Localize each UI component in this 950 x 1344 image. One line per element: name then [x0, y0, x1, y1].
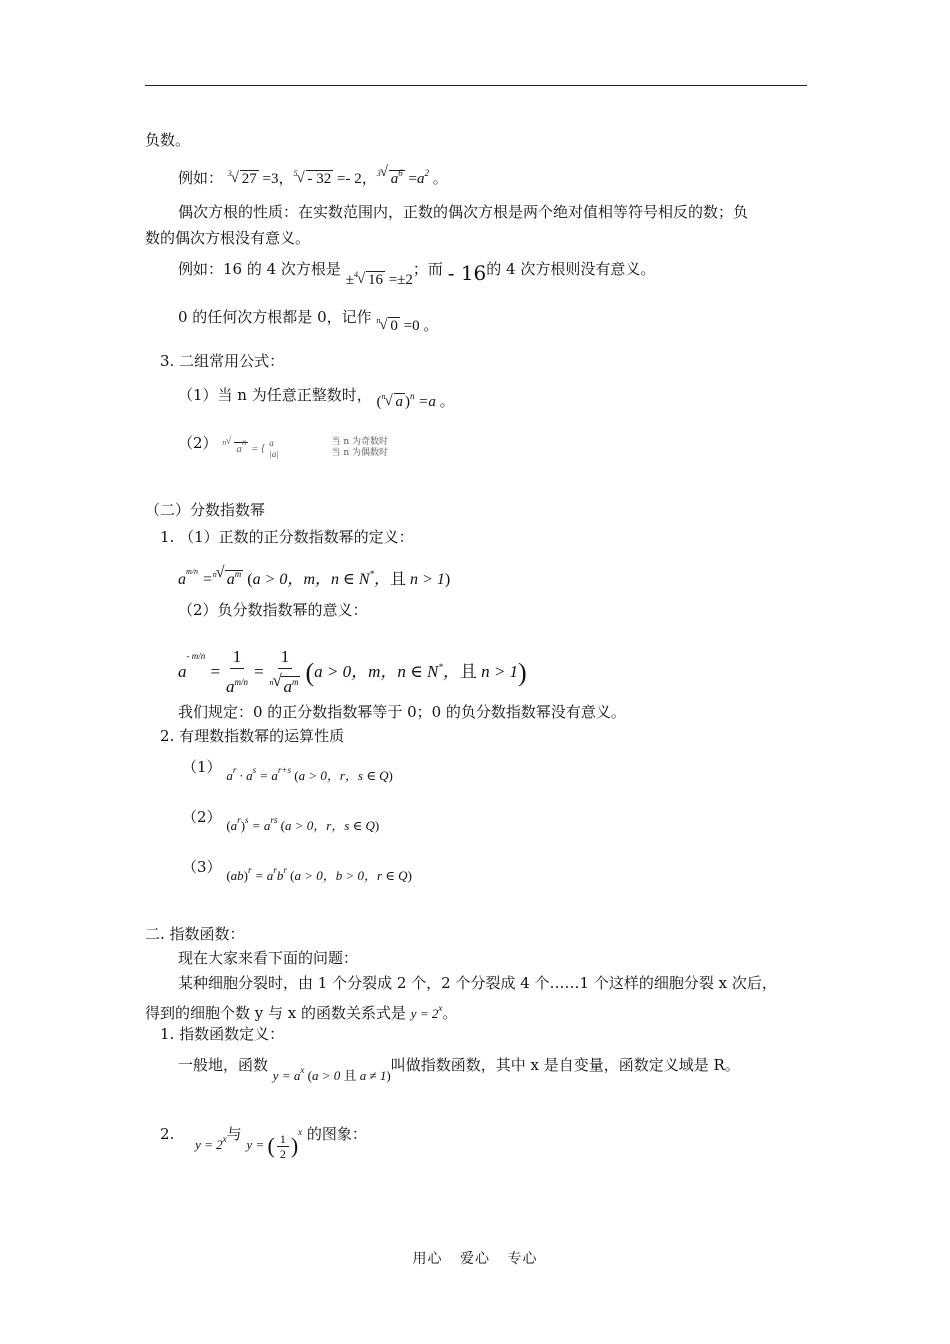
formula-1-line	[178, 380, 455, 410]
graph-line	[160, 1112, 367, 1161]
formula-negative-fraction: $a^{- m/n}$ = $\frac{1}{a^{m/n}}$ = $\frac{1}{^n√ a^m}$ (a > 0，m，n ∈ N*，且 n > 1)	[178, 626, 527, 703]
case-conditions	[332, 437, 389, 459]
formula-rule-3: $(ab)^r = a^rb^r$ (a > 0，b > 0，r ∈ Q)	[226, 865, 412, 883]
footer-word: 用心	[412, 1251, 443, 1267]
text-line: 负数。	[145, 131, 191, 149]
formula-zero-root: $^n$√ 0 =0 。	[376, 318, 438, 334]
label: 的图象：	[306, 1125, 367, 1143]
label: 一般地，函数	[178, 1056, 269, 1074]
label: （1）	[182, 758, 222, 776]
header-rule	[145, 85, 807, 86]
subsection-heading: 1. 指数函数定义：	[160, 1025, 285, 1043]
text-line: 现在大家来看下面的问题：	[178, 949, 359, 967]
formula-power-of-root: ($^n$√ a )$^n$ =a 。	[377, 394, 455, 410]
text-line: 某种细胞分裂时，由 1 个分裂成 2 个，2 个分裂成 4 个……1 个这样的细胞分裂 x 次后，	[178, 974, 777, 992]
subsection-heading: 1. （1）正数的正分数指数幂的定义：	[160, 528, 414, 546]
formula-rule-1: $a^r \cdot a^s = a^{r+s}$ (a > 0，r，s ∈ Q)	[226, 765, 393, 783]
label: 与	[226, 1125, 242, 1143]
formula-root-of-power: n√ an = { a |a|	[222, 443, 278, 455]
label: （3）	[182, 858, 222, 876]
formula-y-2x: $y = 2^x$	[195, 1134, 227, 1152]
label: （2）	[182, 808, 222, 826]
example-even-root	[178, 255, 656, 288]
rule-1	[182, 752, 393, 783]
formula-y-2x: $y = 2^x$	[410, 1003, 443, 1021]
and-word: 且	[459, 662, 477, 681]
subsection-heading: 2. 有理数指数幂的运算性质	[160, 727, 345, 745]
formula-rule-2: $(a^r)^s = a^{rs}$ (a > 0，r，s ∈ Q)	[226, 815, 380, 833]
case-even: 当 n 为偶数时	[331, 448, 389, 458]
example-roots	[178, 163, 448, 189]
neg-sixteen: - 16	[447, 261, 487, 285]
definition-line	[178, 1050, 740, 1083]
page-footer	[0, 1248, 950, 1268]
label: 叫做指数函数，其中 x 是自变量，函数定义域是 R。	[390, 1056, 740, 1074]
formula-odd-roots: $^3$√ 27 =3，$^5$√ - 32 =- 2，$^3$√ $a^6 =a^2$ 。	[228, 171, 448, 187]
label: （2）	[178, 434, 218, 452]
section-heading: 二. 指数函数：	[145, 925, 245, 943]
formula-exp-function: $y = a^x$ (a > 0 且 a ≠ 1)	[272, 1065, 391, 1083]
label: 。	[442, 1004, 458, 1022]
section-heading: （二）分数指数幂	[145, 501, 266, 519]
rule-2	[182, 802, 380, 833]
footer-word: 专心	[507, 1251, 538, 1267]
text-line: 我们规定：0 的正分数指数幂等于 0；0 的负分数指数幂没有意义。	[178, 703, 626, 721]
label: （1）当 n 为任意正整数时，	[178, 386, 372, 404]
section-heading: 3. 二组常用公式：	[160, 352, 285, 370]
text-line: 偶次方根的性质：在实数范围内，正数的偶次方根是两个绝对值相等符号相反的数；负	[178, 203, 749, 221]
rule-3	[182, 852, 412, 883]
label: 的 4 次方根则没有意义。	[486, 260, 656, 278]
function-relation-line	[145, 998, 457, 1024]
label: 0 的任何次方根都是 0，记作	[178, 308, 372, 326]
label: 例如：16 的 4 次方根是	[178, 260, 341, 278]
case-odd: 当 n 为奇数时	[331, 437, 389, 447]
formula-even-root: ±$^4$√ 16 =±2	[346, 272, 413, 288]
subsection-heading: （2）负分数指数幂的意义：	[178, 601, 368, 619]
formula-y-half-x: y = ( $\frac{1}{2}$ )$^x$	[246, 1127, 303, 1161]
and-word: 且	[390, 571, 407, 588]
footer-word: 爱心	[460, 1251, 490, 1267]
label: 2.	[160, 1125, 175, 1143]
text-line: 数的偶次方根没有意义。	[145, 229, 311, 247]
label: 得到的细胞个数 y 与 x 的函数关系式是	[145, 1004, 407, 1022]
and-word: 且	[343, 1068, 357, 1083]
formula-2-line	[178, 428, 389, 460]
label: 例如：	[178, 169, 224, 187]
formula-positive-fraction: $a^{m/n} =^n√$ $a^m$ (a > 0，m，n ∈ N*，且 n > 1)	[178, 562, 450, 590]
label: ；而	[412, 260, 443, 278]
zero-root-line	[178, 303, 439, 334]
